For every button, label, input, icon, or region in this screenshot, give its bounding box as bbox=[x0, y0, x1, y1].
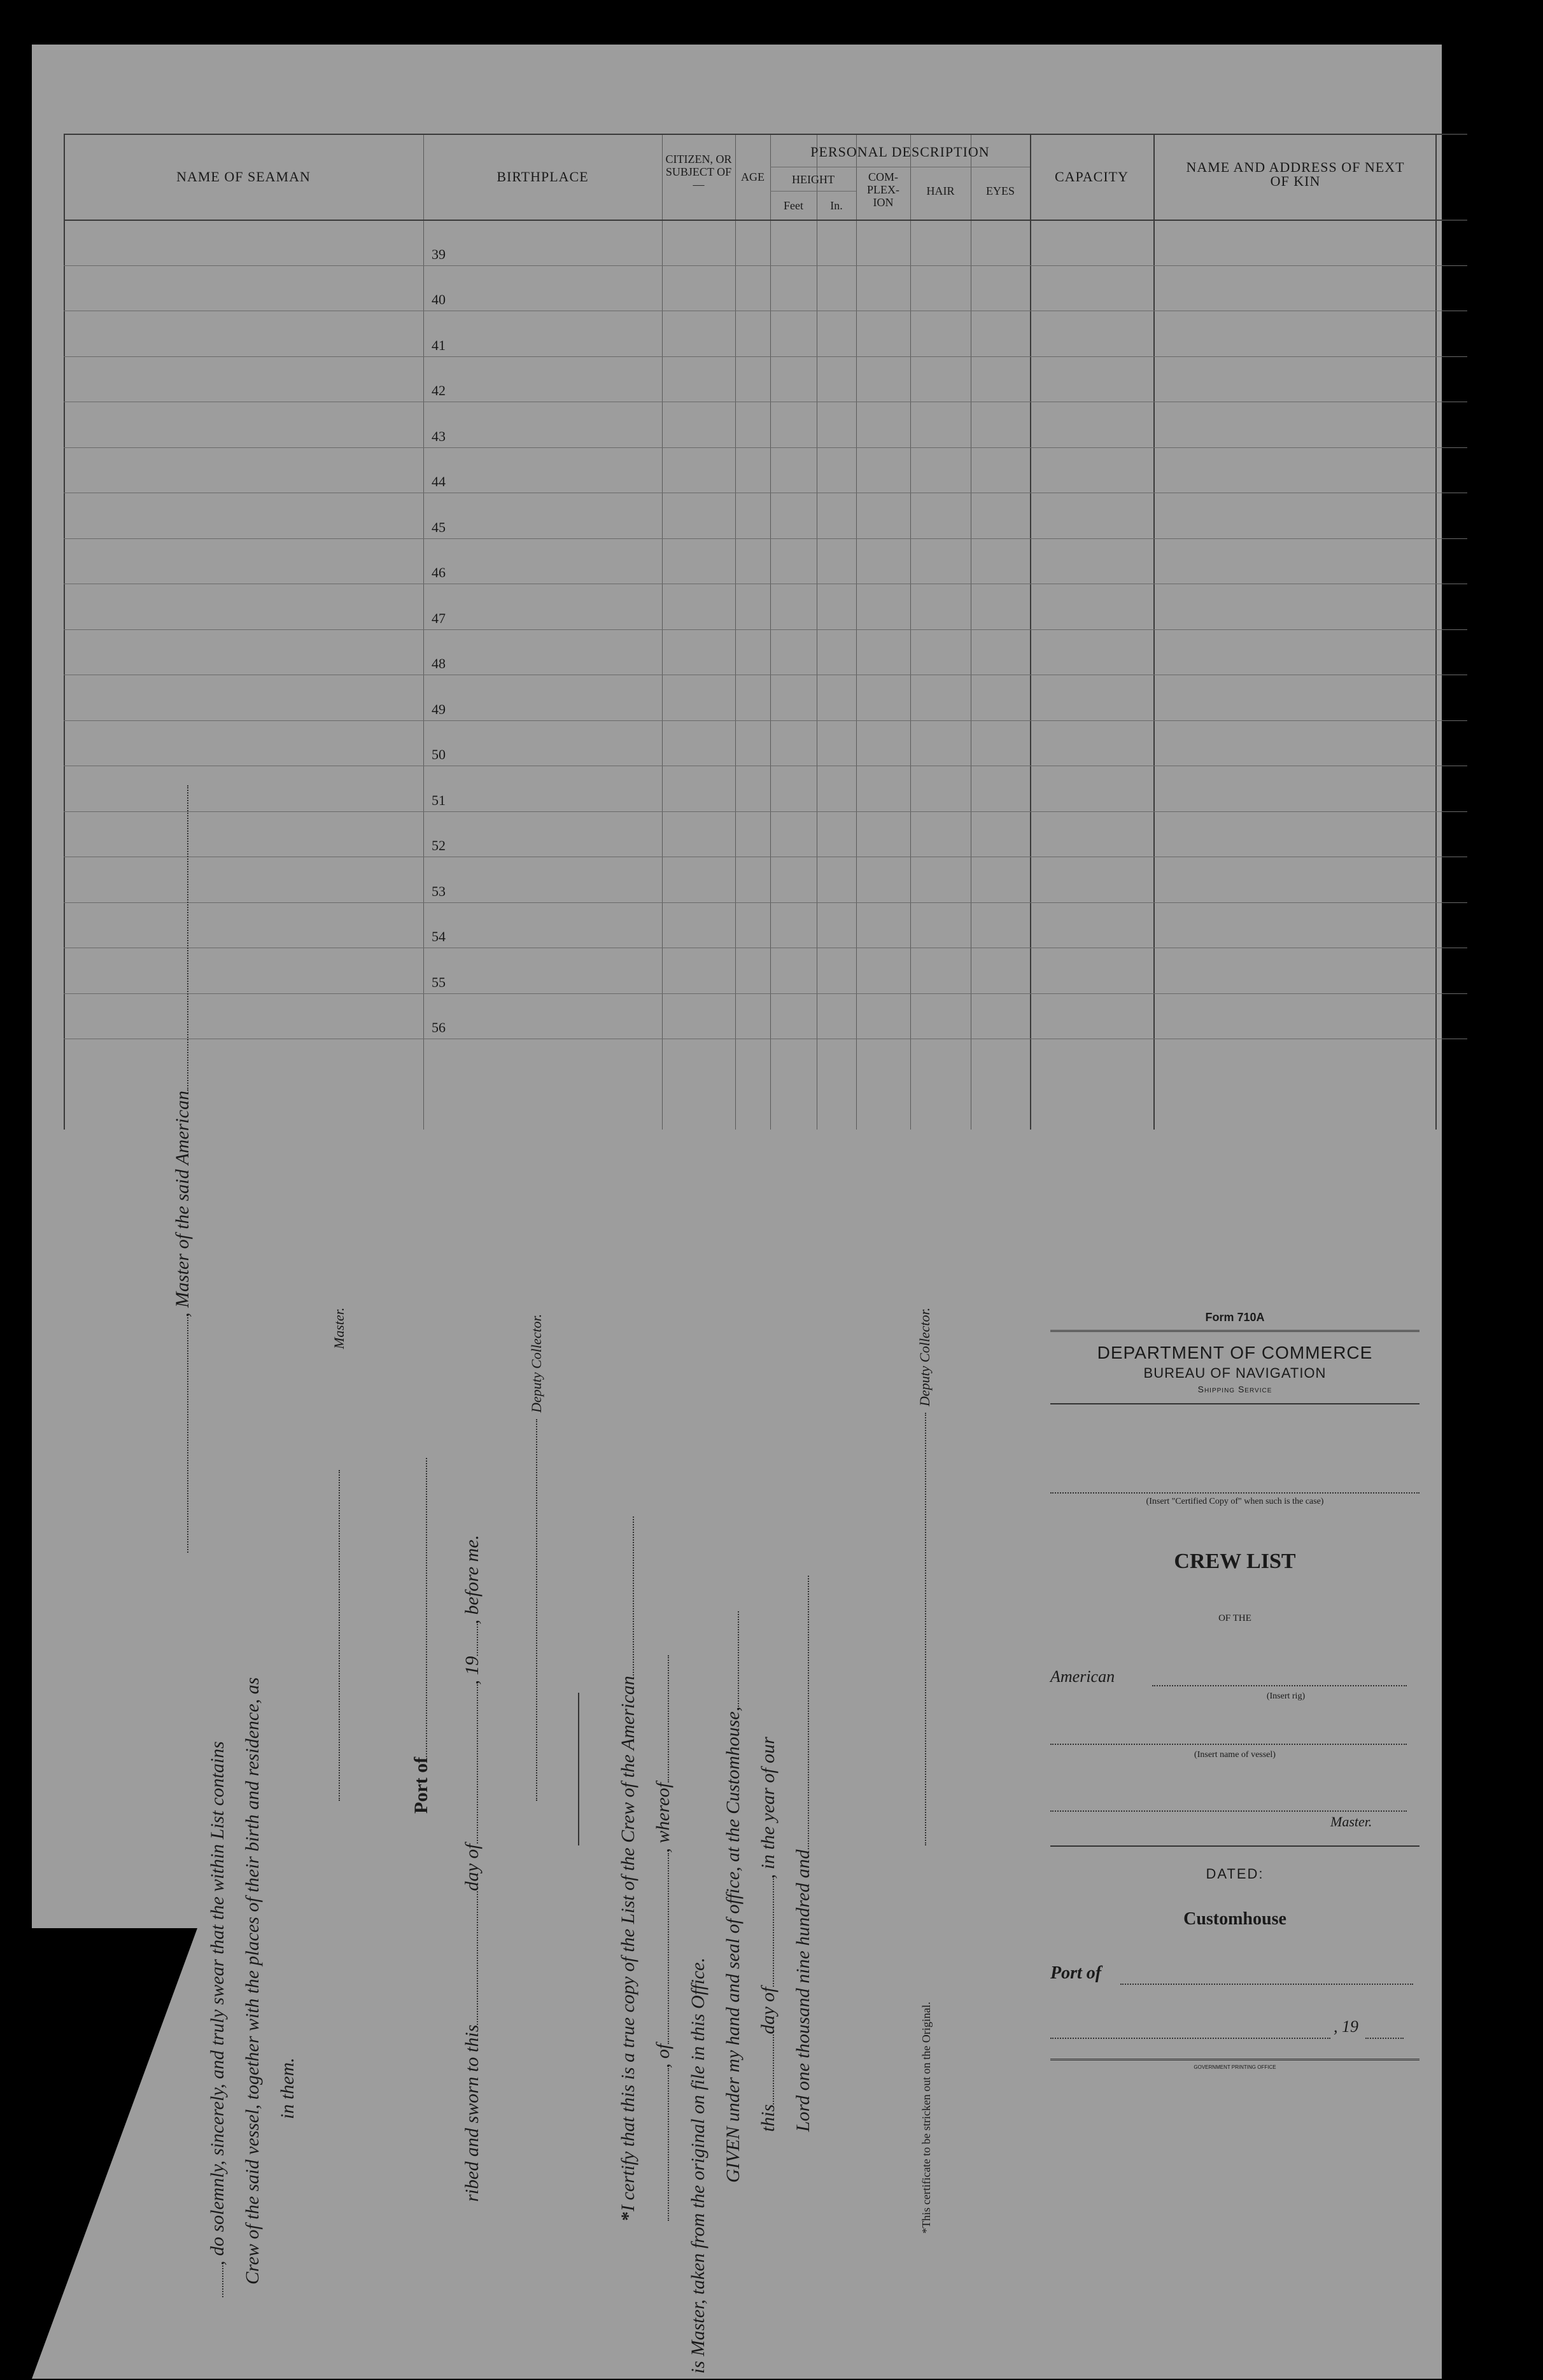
dated-label: DATED: bbox=[1206, 1866, 1264, 1882]
row-number: 46 bbox=[432, 564, 446, 580]
form-number: Form 710A bbox=[1205, 1311, 1265, 1324]
header-personal-description: PERSONAL DESCRIPTION bbox=[810, 144, 990, 160]
table-row bbox=[64, 902, 1467, 903]
of-the-label: OF THE bbox=[1218, 1613, 1251, 1623]
torn-corner bbox=[32, 1928, 197, 2379]
crew-table bbox=[64, 134, 1467, 1130]
certificate-this-text: this bbox=[757, 2104, 779, 2132]
certificate-line-1: *I certify that this is a true copy of the List of the Crew of the American bbox=[617, 1516, 639, 2221]
row-number: 47 bbox=[432, 610, 446, 626]
certificate-footnote: *This certificate to be stricken out on the Original. bbox=[920, 2001, 933, 2234]
oath-subscribed-line bbox=[461, 1535, 483, 2202]
row-number: 55 bbox=[432, 974, 446, 990]
certificate-line-6-text: Lord one thousand nine hundred and bbox=[793, 1849, 814, 2132]
rig-line bbox=[1152, 1685, 1407, 1686]
certified-copy-line bbox=[1050, 1492, 1420, 1494]
certificate-year-text: , in the year of our bbox=[757, 1737, 779, 1879]
subscribed-text: ribed and sworn to this bbox=[461, 2024, 483, 2202]
header-hair: HAIR bbox=[926, 185, 955, 197]
american-label: American bbox=[1050, 1667, 1115, 1686]
certificate-deputy-collector: Deputy Collector. bbox=[917, 1307, 933, 1406]
oath-master-label: Master. bbox=[331, 1307, 347, 1349]
certified-copy-note: (Insert "Certified Copy of" when such is the case) bbox=[1146, 1497, 1324, 1506]
table-rule bbox=[1030, 134, 1031, 1130]
row-number: 50 bbox=[432, 746, 446, 762]
table-rule bbox=[1435, 134, 1437, 1130]
header-inches: In. bbox=[830, 199, 843, 212]
crew-list-page bbox=[32, 45, 1442, 2379]
row-number: 48 bbox=[432, 655, 446, 671]
table-row bbox=[64, 811, 1467, 812]
certificate-day-of-text: day of bbox=[757, 1987, 779, 2034]
certificate-line-2 bbox=[652, 1655, 674, 2221]
table-rule bbox=[64, 220, 1467, 221]
oath-line-4: in them. bbox=[277, 2057, 298, 2119]
header-eyes: EYES bbox=[986, 185, 1015, 197]
table-rule bbox=[662, 134, 663, 1130]
port-of-label: Port of bbox=[1050, 1963, 1102, 1983]
table-row bbox=[64, 265, 1467, 266]
row-number: 40 bbox=[432, 291, 446, 307]
row-number: 45 bbox=[432, 519, 446, 535]
certificate-line-4 bbox=[722, 1611, 744, 2183]
row-number: 51 bbox=[432, 792, 446, 808]
header-feet: Feet bbox=[784, 199, 803, 212]
row-number: 44 bbox=[432, 473, 446, 489]
certificate-line-3: is Master, taken from the original on file in this Office. bbox=[687, 1957, 708, 2374]
insert-vessel-note: (Insert name of vessel) bbox=[1194, 1750, 1276, 1760]
table-rule bbox=[770, 191, 856, 192]
row-number: 54 bbox=[432, 928, 446, 944]
port-line bbox=[1120, 1984, 1413, 1985]
cover-rule bbox=[1050, 1845, 1420, 1847]
oath-master-line bbox=[172, 785, 194, 1553]
header-next-of-kin: NAME AND ADDRESS OF NEXT OF KIN bbox=[1186, 159, 1405, 189]
row-number: 41 bbox=[432, 337, 446, 353]
row-number: 49 bbox=[432, 701, 446, 717]
year-19-label: , 19 bbox=[1334, 2017, 1358, 2036]
header-birthplace: BIRTHPLACE bbox=[497, 169, 589, 185]
row-number: 43 bbox=[432, 428, 446, 444]
cover-rule bbox=[1050, 1403, 1420, 1404]
table-rule bbox=[770, 134, 771, 1130]
department-name: DEPARTMENT OF COMMERCE bbox=[1097, 1343, 1373, 1362]
row-number: 39 bbox=[432, 246, 446, 262]
table-row bbox=[64, 447, 1467, 448]
header-height: HEIGHT bbox=[792, 173, 835, 186]
master-line bbox=[1050, 1810, 1407, 1812]
table-row bbox=[64, 356, 1467, 357]
oath-master-text: , Master of the said American bbox=[172, 1090, 193, 1317]
bureau-name: BUREAU OF NAVIGATION bbox=[1143, 1365, 1327, 1381]
table-rule bbox=[910, 134, 911, 1130]
insert-rig-note: (Insert rig) bbox=[1266, 1691, 1306, 1701]
table-rule bbox=[856, 134, 857, 1130]
day-of-text: day of bbox=[461, 1844, 483, 1891]
header-name-of-seaman: NAME OF SEAMAN bbox=[176, 169, 311, 185]
row-number: 52 bbox=[432, 837, 446, 853]
header-capacity: CAPACITY bbox=[1055, 169, 1129, 185]
table-rule bbox=[735, 134, 736, 1130]
certificate-line-1-text: I certify that this is a true copy of the List of the Crew of the American bbox=[617, 1676, 638, 2211]
divider bbox=[578, 1693, 579, 1845]
oath-line-2 bbox=[207, 1741, 229, 2297]
master-label: Master. bbox=[1330, 1814, 1372, 1830]
date-line bbox=[1050, 2038, 1330, 2039]
table-rule bbox=[1153, 134, 1155, 1130]
row-number: 56 bbox=[432, 1019, 446, 1035]
table-row bbox=[64, 993, 1467, 994]
table-rule bbox=[64, 134, 65, 1130]
header-citizen: CITIZEN, OR SUBJECT OF— bbox=[665, 153, 732, 191]
printer-imprint: GOVERNMENT PRINTING OFFICE bbox=[1194, 2064, 1276, 2070]
certificate-whereof-text: , whereof bbox=[652, 1782, 673, 1853]
oath-line-2-text: , do solemnly, sincerely, and truly swear that the within List contains bbox=[207, 1741, 228, 2265]
service-name: Shipping Service bbox=[1197, 1384, 1272, 1394]
certificate-line-4-text: GIVEN under my hand and seal of office, at the Customhouse, bbox=[722, 1706, 743, 2183]
oath-port-of bbox=[411, 1458, 432, 1814]
master-signature-line bbox=[339, 1470, 340, 1801]
certificate-line-6 bbox=[793, 1576, 814, 2132]
certificate-of-text: , of bbox=[652, 2043, 673, 2068]
certificate-signature-line bbox=[925, 1413, 926, 1845]
oath-deputy-collector: Deputy Collector. bbox=[528, 1313, 544, 1413]
header-age: AGE bbox=[741, 171, 764, 183]
cover-rule bbox=[1050, 1330, 1420, 1332]
table-rule bbox=[64, 134, 1467, 135]
oath-and-certificate bbox=[64, 1090, 1018, 2380]
port-of-label: Port of bbox=[411, 1756, 432, 1814]
header-complexion: COM- PLEX- ION bbox=[867, 171, 899, 209]
year-line bbox=[1365, 2038, 1404, 2039]
row-number: 53 bbox=[432, 883, 446, 899]
crew-list-title: CREW LIST bbox=[1174, 1550, 1296, 1573]
row-number: 42 bbox=[432, 382, 446, 398]
cover-rule bbox=[1050, 2059, 1420, 2061]
before-me-text: , before me. bbox=[461, 1534, 483, 1625]
year-19-text: , 19 bbox=[461, 1656, 483, 1685]
table-row bbox=[64, 720, 1467, 721]
customhouse-label: Customhouse bbox=[1183, 1909, 1286, 1929]
table-row bbox=[64, 629, 1467, 630]
vessel-name-line bbox=[1050, 1744, 1407, 1745]
table-row bbox=[64, 538, 1467, 539]
certificate-line-5 bbox=[757, 1737, 779, 2132]
oath-line-3: Crew of the said vessel, together with the places of their birth and residence, as bbox=[242, 1677, 263, 2285]
deputy-signature-line bbox=[536, 1419, 537, 1801]
